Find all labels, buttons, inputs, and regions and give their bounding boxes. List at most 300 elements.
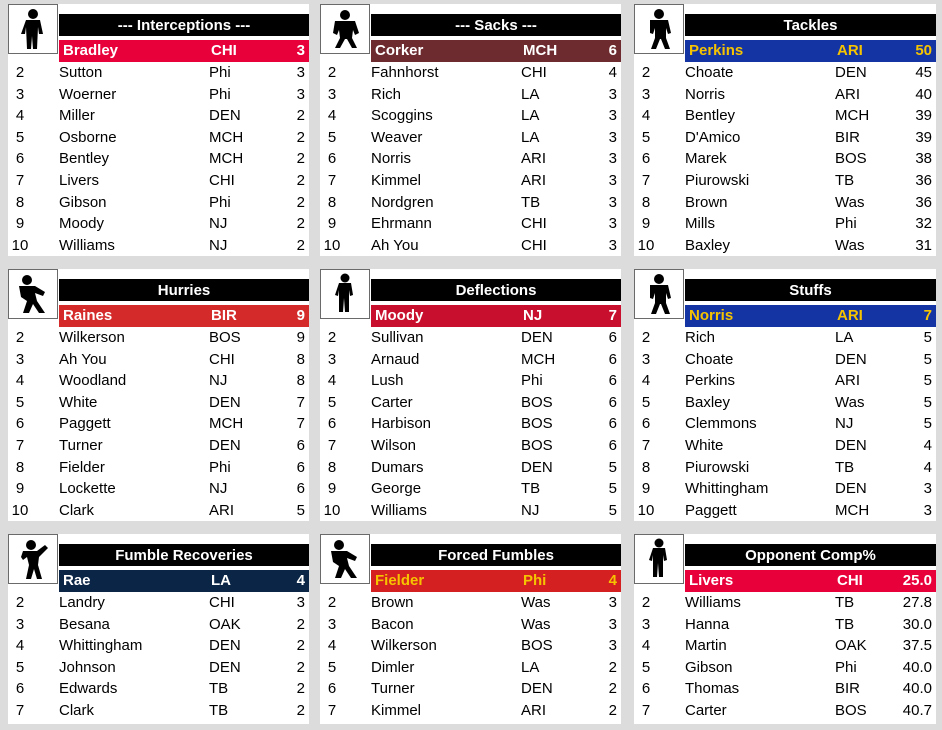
rank-cell: 10	[637, 236, 655, 254]
team-cell: BOS	[835, 701, 867, 719]
team-cell: NJ	[835, 415, 854, 433]
rank-cell: 9	[641, 480, 651, 498]
leader-name: Livers	[689, 572, 734, 589]
team-cell: ARI	[521, 701, 547, 719]
stat-value: 6	[296, 436, 305, 454]
team-cell: Phi	[835, 215, 857, 233]
rank-cell: 7	[327, 701, 337, 719]
player-name: Fielder	[59, 458, 105, 476]
table-row	[8, 235, 309, 257]
stat-value: 3	[608, 215, 617, 233]
player-name: Kimmel	[371, 171, 422, 189]
stat-value: 2	[296, 215, 305, 233]
player-name: Hanna	[685, 615, 730, 633]
team-cell: LA	[835, 329, 854, 346]
table-row	[8, 127, 309, 149]
table-row	[320, 370, 621, 392]
stat-value: 8	[296, 350, 305, 368]
team-cell: TB	[835, 615, 855, 633]
team-cell: BOS	[835, 150, 867, 168]
stat-value: 6	[608, 415, 617, 433]
team-cell: DEN	[835, 436, 867, 454]
stat-value: 3	[608, 594, 617, 611]
ranking-list	[320, 62, 621, 256]
stat-value: 2	[608, 658, 617, 676]
table-row	[634, 148, 936, 170]
table-row	[8, 213, 309, 235]
player-name: Wilkerson	[59, 329, 125, 346]
table-row	[634, 614, 936, 636]
rank-cell: 5	[15, 658, 25, 676]
rank-cell: 5	[327, 658, 337, 676]
stat-value: 3	[923, 501, 932, 519]
rank-cell: 7	[641, 436, 651, 454]
team-cell: DEN	[521, 329, 553, 346]
rank-cell: 5	[641, 393, 651, 411]
stat-value: 2	[296, 171, 305, 189]
stat-value: 2	[296, 658, 305, 676]
stat-value: 2	[296, 680, 305, 698]
panel-title: Forced Fumbles	[371, 544, 621, 566]
table-row	[320, 614, 621, 636]
player-name: Carter	[685, 701, 727, 719]
team-cell: TB	[209, 680, 229, 698]
rank-cell: 4	[641, 372, 651, 390]
rank-cell: 4	[327, 107, 337, 125]
team-cell: BOS	[209, 329, 241, 346]
table-row	[320, 84, 621, 106]
table-row	[8, 592, 309, 614]
leader-team: MCH	[523, 42, 558, 59]
table-row	[320, 657, 621, 679]
leader-row	[371, 570, 621, 592]
rank-cell: 9	[15, 215, 25, 233]
stat-value: 3	[608, 637, 617, 655]
team-cell: NJ	[209, 480, 228, 498]
rank-cell: 6	[327, 680, 337, 698]
forced-fumbles-panel	[320, 534, 621, 724]
team-cell: CHI	[521, 215, 547, 233]
leader-value: 4	[296, 572, 305, 589]
player-name: Norris	[685, 85, 725, 103]
table-row	[8, 392, 309, 414]
team-cell: Phi	[209, 85, 231, 103]
leader-team: CHI	[211, 42, 237, 59]
panel-title: Deflections	[371, 279, 621, 301]
team-cell: BOS	[521, 436, 553, 454]
rank-cell: 6	[327, 150, 337, 168]
rank-cell: 4	[15, 637, 25, 655]
ranking-list	[8, 62, 309, 256]
team-cell: NJ	[521, 501, 540, 519]
leader-name: Rae	[63, 572, 91, 589]
rank-cell: 2	[15, 64, 25, 81]
player-name: Sutton	[59, 64, 103, 81]
rank-cell: 10	[323, 236, 341, 254]
stat-value: 5	[923, 393, 932, 411]
rank-cell: 8	[641, 193, 651, 211]
player-name: Wilkerson	[371, 637, 437, 655]
team-cell: CHI	[521, 236, 547, 254]
leader-value: 9	[296, 307, 305, 324]
table-row	[320, 592, 621, 614]
leader-team: Phi	[523, 572, 547, 589]
table-row	[320, 327, 621, 349]
player-name: Ehrmann	[371, 215, 432, 233]
leader-name: Moody	[375, 307, 424, 324]
table-row	[8, 349, 309, 371]
leader-team: ARI	[837, 42, 863, 59]
table-row	[8, 614, 309, 636]
panel-title: Fumble Recoveries	[59, 544, 309, 566]
stat-value: 5	[923, 372, 932, 390]
leader-value: 4	[608, 572, 617, 589]
team-cell: TB	[835, 594, 855, 611]
player-name: Ah You	[59, 350, 107, 368]
leader-row	[685, 40, 936, 62]
defender-silhouette-icon	[320, 269, 370, 319]
team-cell: DEN	[521, 458, 553, 476]
team-cell: Phi	[209, 458, 231, 476]
defender-silhouette-icon	[634, 534, 684, 584]
team-cell: CHI	[209, 171, 235, 189]
rank-cell: 2	[327, 594, 337, 611]
table-row	[634, 478, 936, 500]
team-cell: MCH	[521, 350, 556, 368]
rank-cell: 6	[15, 680, 25, 698]
stat-value: 5	[923, 350, 932, 368]
stat-value: 39	[915, 128, 932, 146]
player-name: Rich	[371, 85, 402, 103]
stat-value: 2	[608, 701, 617, 719]
player-name: White	[685, 436, 724, 454]
rank-cell: 7	[15, 436, 25, 454]
player-name: Brown	[685, 193, 728, 211]
table-row	[634, 500, 936, 522]
table-row	[634, 635, 936, 657]
rank-cell: 7	[327, 436, 337, 454]
team-cell: ARI	[835, 372, 861, 390]
rank-cell: 7	[327, 171, 337, 189]
rank-cell: 3	[641, 615, 651, 633]
stat-value: 3	[296, 85, 305, 103]
stat-value: 2	[296, 107, 305, 125]
rusher-silhouette-icon	[320, 534, 370, 584]
team-cell: DEN	[835, 480, 867, 498]
hurries-panel	[8, 269, 309, 521]
rank-cell: 7	[15, 701, 25, 719]
stat-value: 40	[915, 85, 932, 103]
player-name: Choate	[685, 64, 734, 81]
player-name: Clark	[59, 501, 95, 519]
player-name: Bentley	[59, 150, 110, 168]
player-name: Paggett	[685, 501, 737, 519]
rank-cell: 6	[641, 415, 651, 433]
team-cell: CHI	[521, 64, 547, 81]
opponent-comp-panel	[634, 534, 936, 724]
leader-name: Perkins	[689, 42, 744, 59]
player-name: Landry	[59, 594, 105, 611]
table-row	[8, 478, 309, 500]
table-row	[634, 349, 936, 371]
rank-cell: 6	[15, 150, 25, 168]
team-cell: NJ	[209, 215, 228, 233]
stuffs-panel	[634, 269, 936, 521]
stat-value: 2	[296, 637, 305, 655]
leader-name: Corker	[375, 42, 424, 59]
player-name: Thomas	[685, 680, 740, 698]
team-cell: LA	[521, 128, 540, 146]
player-name: Weaver	[371, 128, 423, 146]
table-row	[8, 678, 309, 700]
player-name: Dumars	[371, 458, 424, 476]
table-row	[320, 213, 621, 235]
rank-cell: 3	[15, 615, 25, 633]
table-row	[634, 657, 936, 679]
rank-cell: 2	[327, 329, 337, 346]
interceptions-panel	[8, 4, 309, 256]
rank-cell: 5	[15, 393, 25, 411]
table-row	[634, 413, 936, 435]
team-cell: MCH	[209, 415, 244, 433]
table-row	[8, 62, 309, 84]
rank-cell: 6	[327, 415, 337, 433]
panel-title: Hurries	[59, 279, 309, 301]
leader-row	[685, 570, 936, 592]
player-name: Perkins	[685, 372, 736, 390]
team-cell: Phi	[209, 193, 231, 211]
table-row	[320, 413, 621, 435]
table-row	[634, 127, 936, 149]
team-cell: DEN	[209, 637, 241, 655]
player-name: Gibson	[685, 658, 733, 676]
table-row	[634, 213, 936, 235]
stat-value: 3	[608, 236, 617, 254]
stat-value: 4	[923, 458, 932, 476]
rank-cell: 9	[327, 215, 337, 233]
player-name: Choate	[685, 350, 734, 368]
sacks-panel	[320, 4, 621, 256]
team-cell: TB	[835, 171, 855, 189]
leader-row	[371, 40, 621, 62]
team-cell: LA	[521, 107, 540, 125]
table-row	[8, 435, 309, 457]
team-cell: LA	[521, 85, 540, 103]
team-cell: MCH	[835, 501, 870, 519]
stat-value: 8	[296, 372, 305, 390]
rank-cell: 10	[11, 501, 29, 519]
table-row	[320, 62, 621, 84]
panel-title: --- Interceptions ---	[59, 14, 309, 36]
stat-value: 2	[296, 150, 305, 168]
player-name: Mills	[685, 215, 715, 233]
stat-value: 6	[608, 350, 617, 368]
table-row	[634, 700, 936, 722]
player-name: Scoggins	[371, 107, 433, 125]
leader-team: NJ	[523, 307, 543, 324]
player-name: Marek	[685, 150, 727, 168]
stat-value: 3	[608, 128, 617, 146]
player-name: Bacon	[371, 615, 414, 633]
team-cell: ARI	[209, 501, 235, 519]
rank-cell: 7	[641, 701, 651, 719]
stat-value: 3	[608, 615, 617, 633]
stat-value: 2	[296, 615, 305, 633]
ranking-list	[634, 327, 936, 521]
player-name: Besana	[59, 615, 110, 633]
stat-value: 2	[296, 701, 305, 719]
panel-title: Opponent Comp%	[685, 544, 936, 566]
team-cell: NJ	[209, 236, 228, 254]
stat-value: 2	[296, 128, 305, 146]
tackles-panel	[634, 4, 936, 256]
player-name: Williams	[371, 501, 427, 519]
team-cell: ARI	[521, 171, 547, 189]
stat-value: 38	[915, 150, 932, 168]
leader-team: LA	[211, 572, 231, 589]
table-row	[320, 392, 621, 414]
table-row	[320, 127, 621, 149]
table-row	[8, 148, 309, 170]
panel-title: Tackles	[685, 14, 936, 36]
rank-cell: 4	[641, 107, 651, 125]
table-row	[634, 457, 936, 479]
table-row	[634, 105, 936, 127]
ranking-list	[320, 327, 621, 521]
rank-cell: 6	[15, 415, 25, 433]
player-name: Brown	[371, 594, 414, 611]
rank-cell: 4	[15, 107, 25, 125]
rusher-silhouette-icon	[8, 269, 58, 319]
stat-value: 5	[608, 458, 617, 476]
team-cell: TB	[521, 193, 541, 211]
ranking-list	[8, 592, 309, 722]
team-cell: MCH	[835, 107, 870, 125]
player-name: Whittingham	[59, 637, 143, 655]
team-cell: ARI	[835, 85, 861, 103]
ranking-list	[634, 592, 936, 722]
table-row	[634, 392, 936, 414]
team-cell: OAK	[835, 637, 867, 655]
panel-title: --- Sacks ---	[371, 14, 621, 36]
rank-cell: 7	[641, 171, 651, 189]
leader-team: ARI	[837, 307, 863, 324]
stat-value: 32	[915, 215, 932, 233]
player-name: Nordgren	[371, 193, 434, 211]
rank-cell: 5	[327, 128, 337, 146]
table-row	[634, 327, 936, 349]
player-name: Whittingham	[685, 480, 769, 498]
player-name: Moody	[59, 215, 105, 233]
rank-cell: 2	[15, 329, 25, 346]
stat-value: 6	[608, 372, 617, 390]
player-name: Miller	[59, 107, 95, 125]
table-row	[320, 500, 621, 522]
stat-value: 3	[608, 85, 617, 103]
rank-cell: 10	[11, 236, 29, 254]
leader-value: 6	[608, 42, 617, 59]
leader-team: CHI	[837, 572, 863, 589]
team-cell: BOS	[521, 637, 553, 655]
stat-value: 5	[923, 329, 932, 346]
leader-name: Norris	[689, 307, 734, 324]
table-row	[320, 478, 621, 500]
table-row	[8, 413, 309, 435]
team-cell: DEN	[209, 658, 241, 676]
rank-cell: 9	[327, 480, 337, 498]
player-name: Woerner	[59, 85, 117, 103]
rank-cell: 3	[327, 85, 337, 103]
table-row	[320, 700, 621, 722]
table-row	[320, 349, 621, 371]
player-name: Carter	[371, 393, 413, 411]
table-row	[634, 84, 936, 106]
team-cell: Was	[521, 615, 551, 633]
panel-title: Stuffs	[685, 279, 936, 301]
stat-value: 7	[296, 415, 305, 433]
linebacker-silhouette-icon	[634, 269, 684, 319]
table-row	[634, 592, 936, 614]
rank-cell: 8	[327, 193, 337, 211]
stat-value: 4	[608, 64, 617, 81]
stat-value: 39	[915, 107, 932, 125]
player-name: D'Amico	[685, 128, 741, 146]
team-cell: Phi	[521, 372, 543, 390]
team-cell: MCH	[209, 150, 244, 168]
leader-row	[59, 305, 309, 327]
leader-name: Raines	[63, 307, 113, 324]
player-name: Kimmel	[371, 701, 422, 719]
leader-value: 7	[923, 307, 932, 324]
rank-cell: 2	[15, 594, 25, 611]
player-name: Gibson	[59, 193, 107, 211]
player-name: Turner	[371, 680, 415, 698]
player-name: Woodland	[59, 372, 127, 390]
stat-value: 5	[923, 415, 932, 433]
team-cell: NJ	[209, 372, 228, 390]
team-cell: MCH	[209, 128, 244, 146]
stat-value: 36	[915, 171, 932, 189]
table-row	[8, 500, 309, 522]
stat-value: 30.0	[902, 615, 932, 633]
player-name: Paggett	[59, 415, 111, 433]
stat-value: 3	[608, 150, 617, 168]
table-row	[634, 678, 936, 700]
rank-cell: 2	[641, 594, 651, 611]
stat-value: 4	[923, 436, 932, 454]
player-name: Lush	[371, 372, 404, 390]
leader-row	[685, 305, 936, 327]
stat-value: 5	[608, 480, 617, 498]
rank-cell: 3	[327, 615, 337, 633]
team-cell: DEN	[209, 107, 241, 125]
leader-value: 50	[915, 42, 932, 59]
quarterback-silhouette-icon	[8, 534, 58, 584]
player-name: Ah You	[371, 236, 419, 254]
table-row	[634, 62, 936, 84]
stat-value: 45	[915, 64, 932, 81]
team-cell: DEN	[835, 350, 867, 368]
team-cell: Was	[835, 236, 865, 254]
table-row	[320, 457, 621, 479]
team-cell: BIR	[835, 680, 861, 698]
stat-value: 40.7	[902, 701, 932, 719]
team-cell: Was	[835, 393, 865, 411]
rank-cell: 4	[327, 372, 337, 390]
team-cell: CHI	[209, 594, 235, 611]
stat-value: 5	[608, 501, 617, 519]
player-name: Martin	[685, 637, 727, 655]
